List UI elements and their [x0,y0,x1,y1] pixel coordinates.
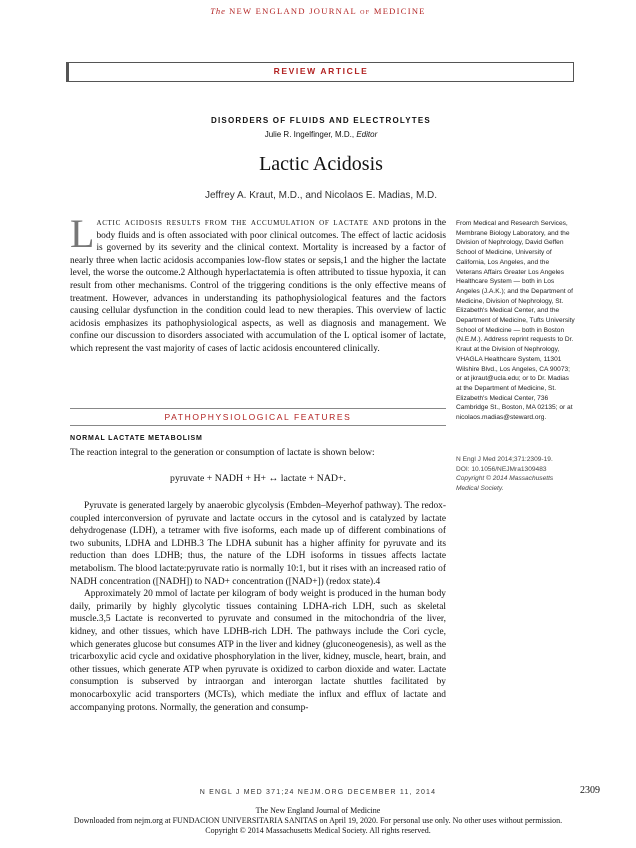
download-notice: Downloaded from nejm.org at FUNDACION UNIVERSITARIA SANITAS on April 19, 2020. For personal use only. No other uses without permission. [73,816,563,825]
running-footer: N ENGL J MED 371;24 NEJM.ORG DECEMBER 11, 2014 [199,789,437,796]
body-text [70,500,446,714]
journal-header [0,6,636,16]
download-copyright: Copyright © 2014 Massachusetts Medical Society. All rights reserved. [205,826,431,835]
subsection-heading: NORMAL LACTATE METABOLISM [70,435,203,442]
editor-line [66,130,576,139]
section-heading: PATHOPHYSIOLOGICAL FEATURES [70,408,446,426]
paragraph: Approximately 20 mmol of lactate per kilogram of body weight is produced in the human body daily, primarily by highly glycolytic tissues containing LDHA-rich LDH, such as skeletal muscle.3,5 Lactate is reconverted to pyruvate and consumed in the mitochondria of the liver, kidney, and other tissues, which have LDHB-rich LDH. The pathways include the Cori cycle, which generates glucose but consumes ATP in the liver and kidney (gluconeogenesis), as well as the tricarboxylic acid cycle and oxidative phosphorylation in the liver, kidney, muscle, heart, brain, and other tissues, which generate ATP when pyruvate is oxidized to carbon dioxide and water. Lactate consumption is subserved by intraorgan and interorgan lactate shuttles facilitated by monocarboxylic acid transporters (MCTs), which mediate the influx and efflux of lactate and accompanying protons. Normally, the generation and consump- [70,589,446,713]
citation-block [456,455,576,494]
page-number: 2309 [580,785,600,796]
reaction-equation: pyruvate + NADH + H+ ↔ lactate + NAD+. [170,473,346,484]
lede-text: protons in the body fluids and is often associated with poor clinical outcomes. The effect of lactic acidosis is governed by its severity and the clinical context. Mortality is increased by a factor of nearly three when lactic acidosis accompanies low-flow states or sepsis,1 and the higher the lactate level, the worse the outcome.2 Although hyperlactatemia is often attributed to tissue hypoxia, it can result from other mechanisms. Control of the triggering conditions is the only effective means of treatment. However, advances in understanding its pathophysiological features and the factors causing cellular dysfunction in the condition could lead to new therapies. This overview of lactic acidosis emphasizes its pathophysiological aspects, as well as diagnosis and management. We confine our discussion to disorders associated with accumulation of the L optical isomer of lactate, which represent the vast majority of cases of lactic acidosis encountered clinically. [70,218,447,354]
lede-paragraph [70,211,447,356]
author-line: Jeffrey A. Kraut, M.D., and Nicolaos E. Madias, M.D. [204,190,438,201]
journal-header-prefix: The [210,6,226,16]
citation-line: N Engl J Med 2014;371:2309-19. [456,456,553,463]
intro-sentence: The reaction integral to the generation or consumption of lactate is shown below: [70,448,375,458]
copyright-line: Copyright © 2014 Massachusetts Medical Society. [456,475,554,493]
download-journal: The New England Journal of Medicine [255,806,381,815]
paragraph: Pyruvate is generated largely by anaerobic glycolysis (Embden–Meyerhof pathway). The redox-coupled interconversion of pyruvate and lactate occurs in the cytosol and is catalyzed by lactate dehydrogenase (LDH), a tetramer with five isoforms, each made up of different combinations of two subunits, LDHA and LDHB.3 The LDHA subunit has a higher affinity for pyruvate and its reduction than does LDHB; thus, the nature of the LDH isoforms in tissues affects lactate metabolism. The blood lactate:pyruvate ratio is normally 10:1, but it rises with an increased ratio of NADH concentration ([NADH]) to NAD+ concentration ([NAD+]) (redox state).4 [70,501,446,587]
series-title: DISORDERS OF FLUIDS AND ELECTROLYTES [211,116,431,125]
article-type-label: REVIEW ARTICLE [273,66,369,76]
drop-cap: L [70,211,95,256]
affiliation-note: From Medical and Research Services, Membrane Biology Laboratory, and the Division of Nephrology, David Geffen School of Medicine, University of California, Los Angeles, and the Veterans Affairs Greater Los Angeles Healthcare System — both in Los Angeles (J.A.K.); and the Department of Medicine, Division of Nephrology, St. Elizabeth's Medical Center, and the Department of Medicine, Tufts University School of Medicine — both in Boston (N.E.M.). Address reprint requests to Dr. Kraut at the Division of Nephrology, VHAGLA Healthcare System, 11301 Wilshire Blvd., Los Angeles, CA 90073; or at jkraut@ucla.edu; or to Dr. Madias at the Department of Medicine, St. Elizabeth's Medical Center, 736 Cambridge St., Boston, MA 02135; or at nicolaos.madias@steward.org. [456,220,575,422]
journal-header-name: NEW ENGLAND JOURNAL of MEDICINE [229,6,426,16]
article-title: Lactic Acidosis [259,153,383,175]
editor-name: Julie R. Ingelfinger, M.D., [264,130,355,139]
doi-line: DOI: 10.1056/NEJMra1309483 [456,465,547,473]
editor-role: Editor [356,130,378,139]
lede-smallcaps: actic acidosis results from the accumulation of lactate and [96,218,390,228]
